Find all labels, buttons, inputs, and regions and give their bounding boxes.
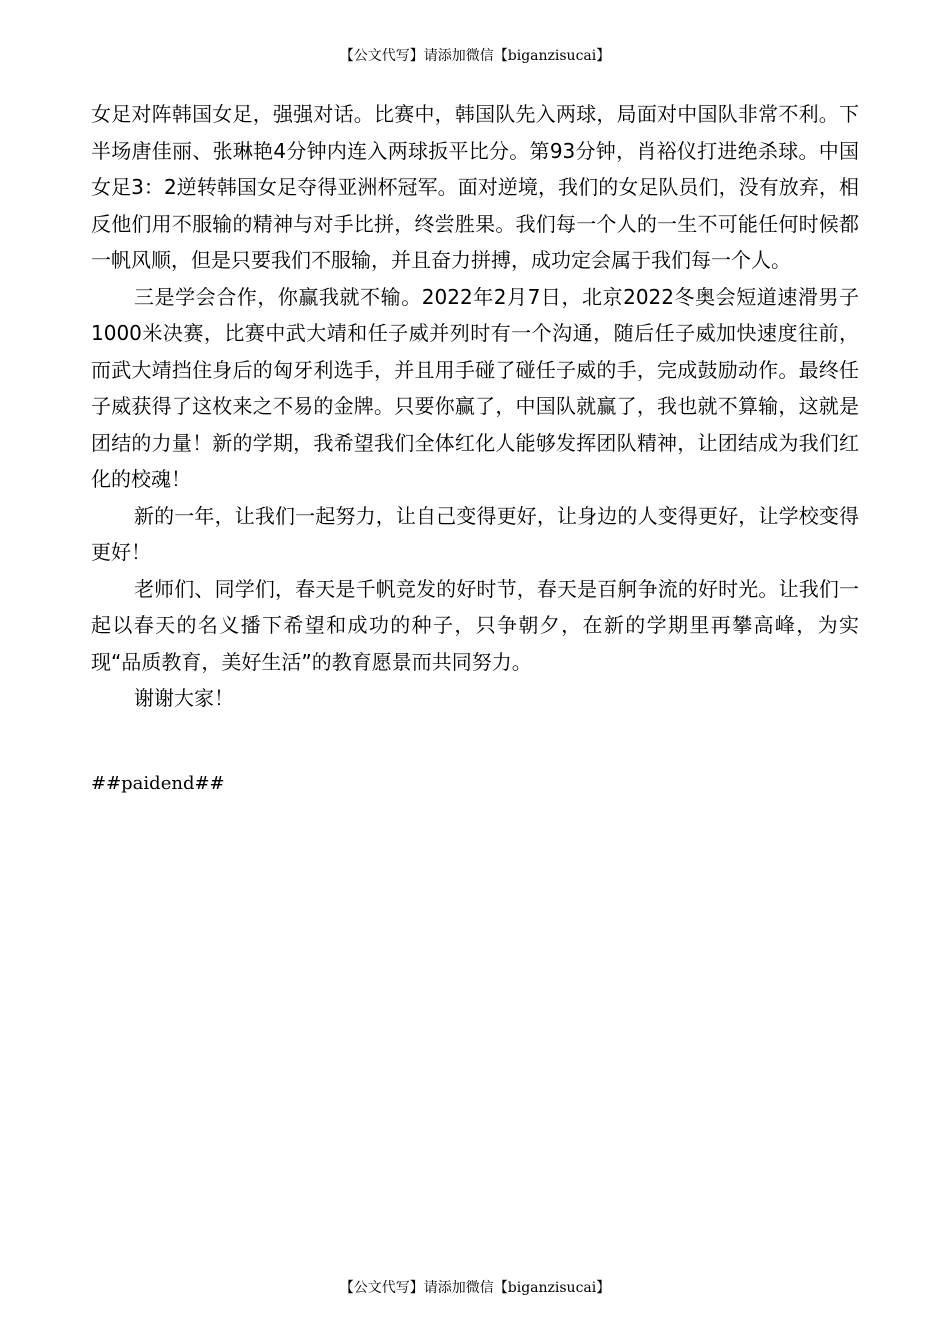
document-body xyxy=(91,96,859,717)
paragraph: 女足对阵韩国女足，强强对话。比赛中，韩国队先入两球，局面对中国队非常不利。下半场唐佳丽、张琳艳4分钟内连入两球扳平比分。第93分钟，肖裕仪打进绝杀球。中国女足3：2逆转韩国女足夺得亚洲杯冠军。面对逆境，我们的女足队员们，没有放弃，相反他们用不服输的精神与对手比拼，终尝胜果。我们每一个人的一生不可能任何时候都一帆风顺，但是只要我们不服输，并且奋力拼搏，成功定会属于我们每一个人。 xyxy=(91,102,859,272)
page-footer: 【公文代写】请添加微信【biganzisucai】 xyxy=(339,1280,611,1296)
end-marker: ##paidend## xyxy=(91,773,225,794)
paragraph: 三是学会合作，你赢我就不输。2022年2月7日，北京2022冬奥会短道速滑男子1000米决赛，比赛中武大靖和任子威并列时有一个沟通，随后任子威加快速度往前，而武大靖挡住身后的匈牙利选手，并且用手碰了碰任子威的手，完成鼓励动作。最终任子威获得了这枚来之不易的金牌。只要你赢了，中国队就赢了，我也就不算输，这就是团结的力量！新的学期，我希望我们全体红化人能够发挥团队精神，让团结成为我们红化的校魂！ xyxy=(91,284,859,491)
paragraph: 谢谢大家！ xyxy=(134,686,234,710)
paragraph: 老师们、同学们，春天是千帆竞发的好时节，春天是百舸争流的好时光。让我们一起以春天的名义播下希望和成功的种子，只争朝夕，在新的学期里再攀高峰，为实现“品质教育，美好生活”的教育愿景而共同努力。 xyxy=(91,576,859,674)
paragraph: 新的一年，让我们一起努力，让自己变得更好，让身边的人变得更好，让学校变得更好！ xyxy=(91,503,859,564)
page-header: 【公文代写】请添加微信【biganzisucai】 xyxy=(339,48,611,64)
